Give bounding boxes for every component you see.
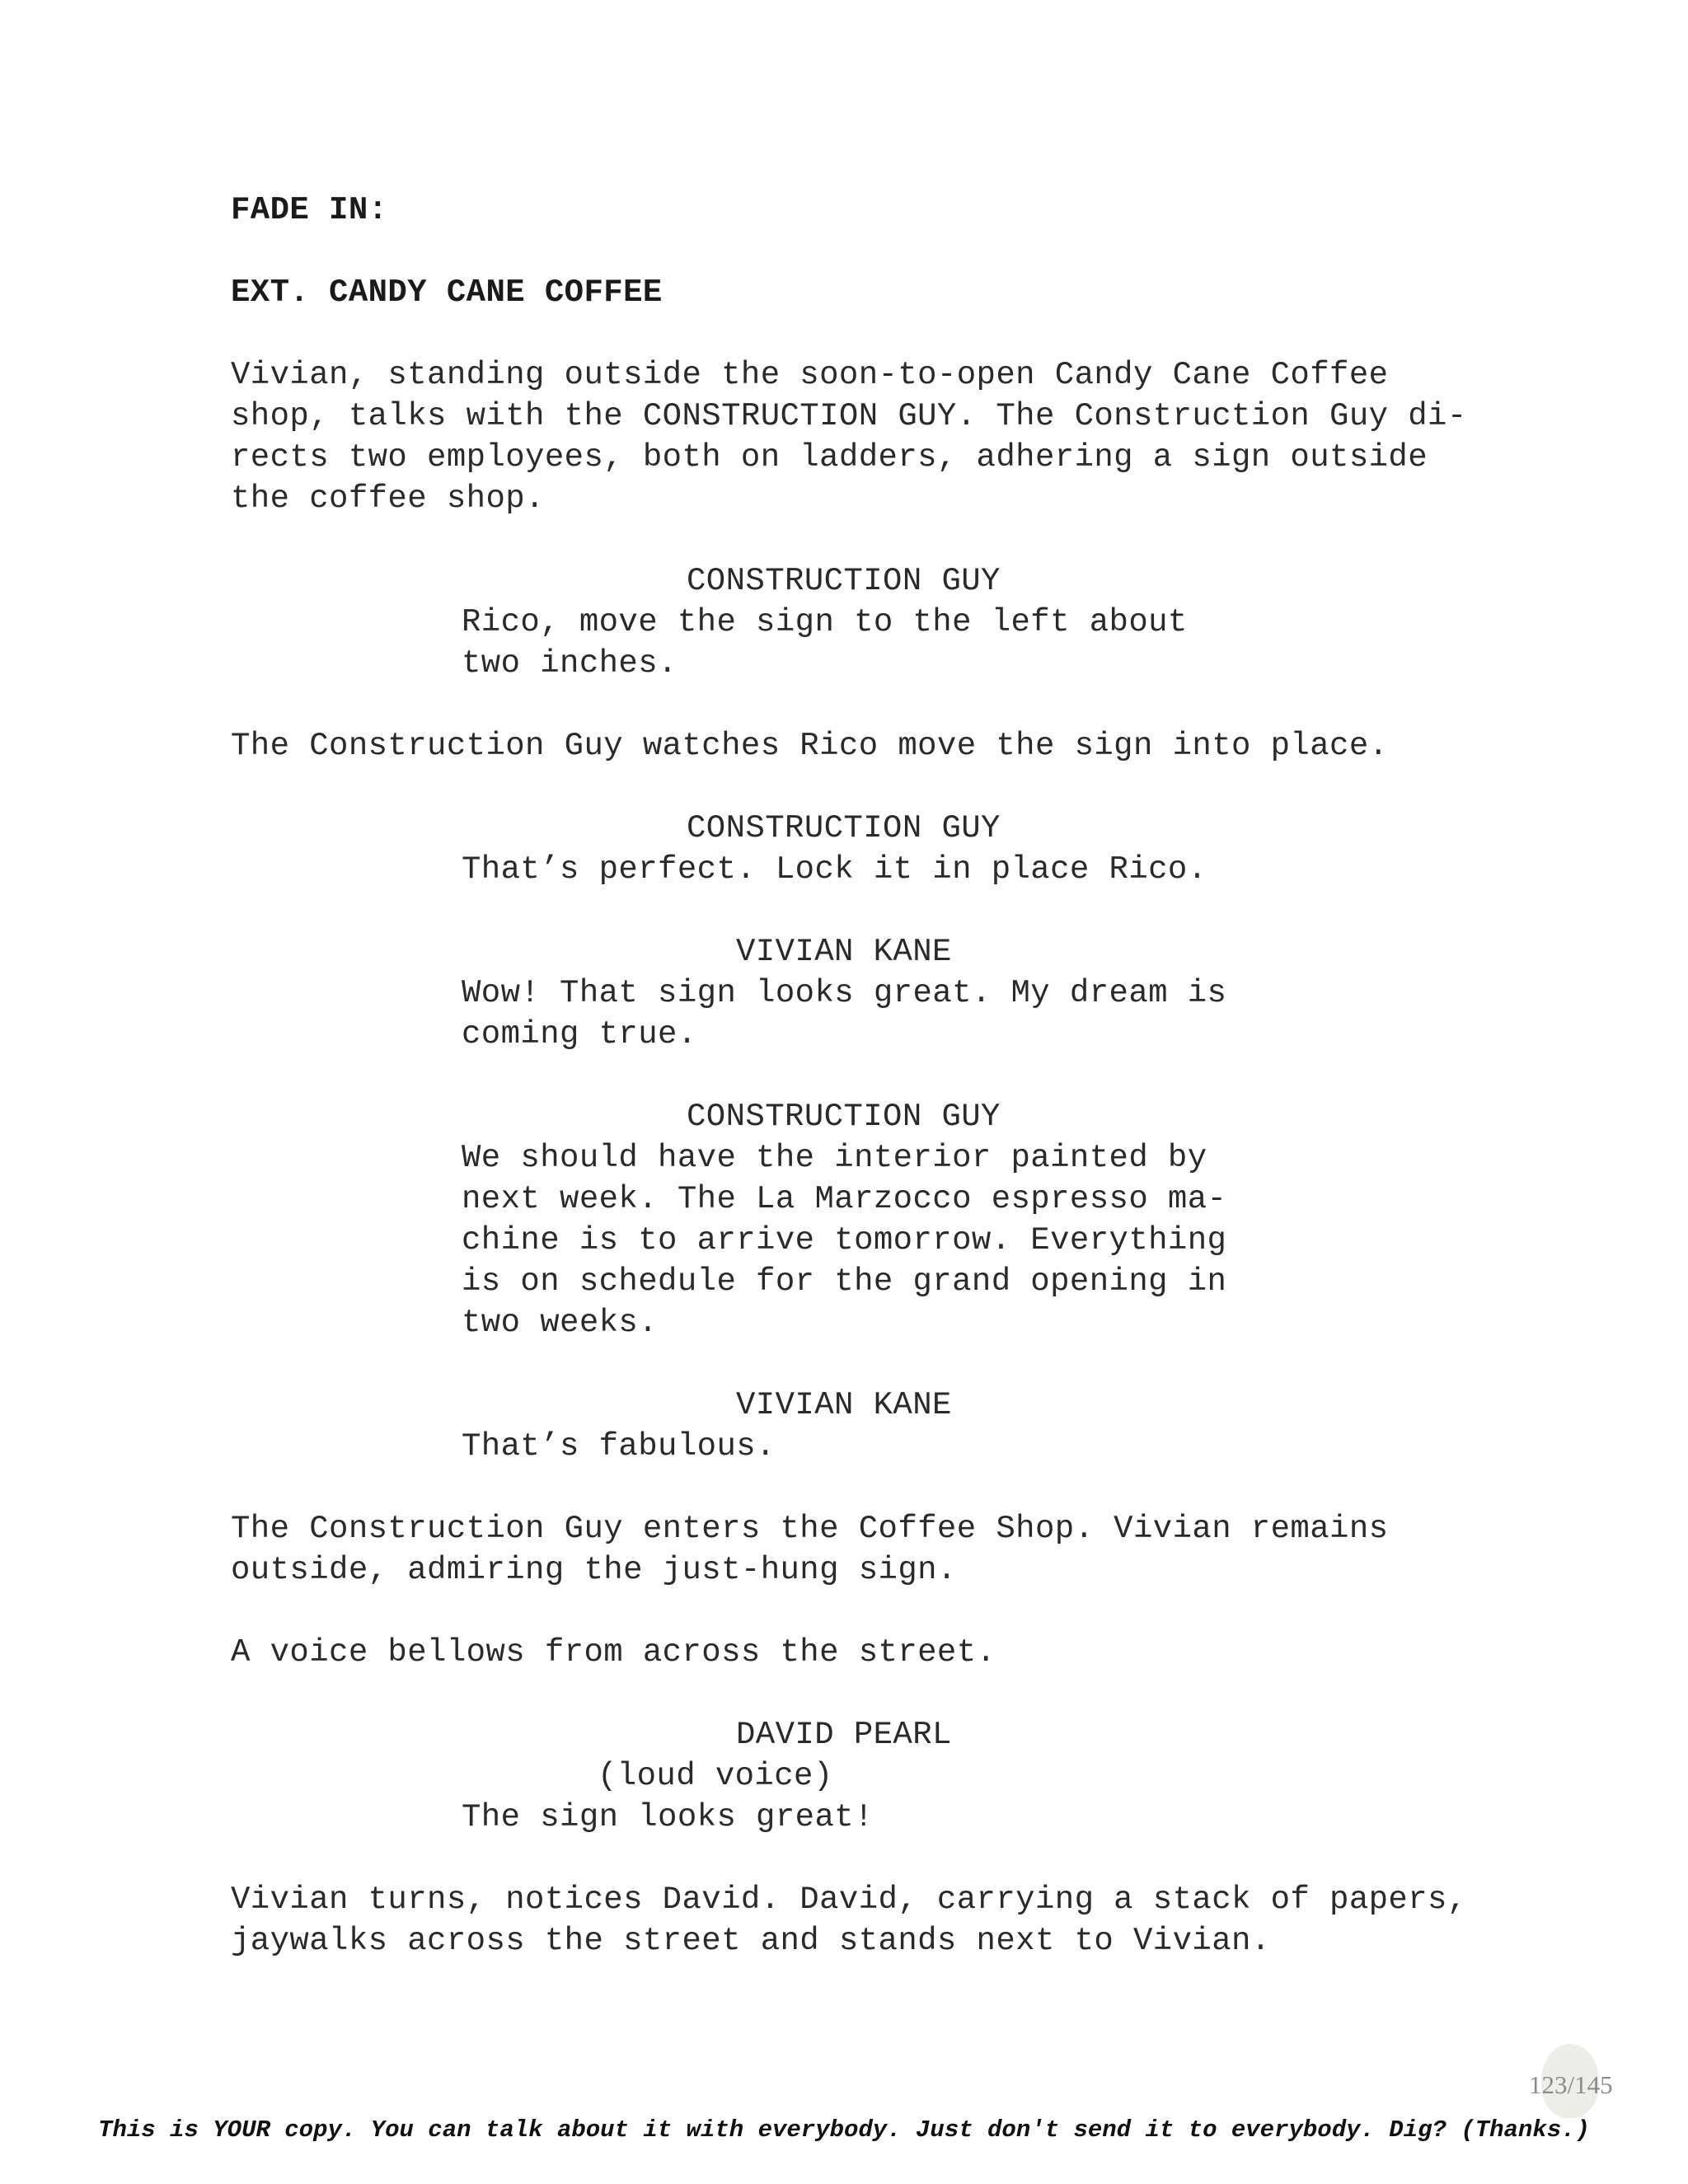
character-name: CONSTRUCTION GUY	[687, 1099, 1001, 1135]
action-line: Vivian turns, notices David. David, carrying a stack of papers,	[231, 1882, 1467, 1918]
dialogue-line: The sign looks great!	[462, 1799, 874, 1835]
dialogue-line: Rico, move the sign to the left about	[462, 604, 1188, 640]
action-line: outside, admiring the just-hung sign.	[231, 1552, 957, 1588]
action-line: The Construction Guy watches Rico move the sign into place.	[231, 728, 1389, 764]
action-line: rects two employees, both on ladders, adhering a sign outside	[231, 439, 1428, 476]
dialogue-line: Wow! That sign looks great. My dream is	[462, 975, 1227, 1011]
action-line: The Construction Guy enters the Coffee Shop. Vivian remains	[231, 1511, 1389, 1547]
dialogue-line: That’s fabulous.	[462, 1428, 776, 1465]
transition: FADE IN:	[231, 192, 388, 228]
action-line: jaywalks across the street and stands next to Vivian.	[231, 1923, 1271, 1959]
character-name: DAVID PEARL	[736, 1717, 952, 1753]
page-number: 123/145	[1529, 2070, 1613, 2099]
dialogue-line: chine is to arrive tomorrow. Everything	[462, 1222, 1227, 1258]
footer-notice: This is YOUR copy. You can talk about it with everybody. Just don't send it to everybody. Dig? (Thanks.)	[98, 2116, 1590, 2144]
action-line: shop, talks with the CONSTRUCTION GUY. The Construction Guy di-	[231, 398, 1467, 434]
dialogue-line: two inches.	[462, 645, 678, 682]
dialogue-line: We should have the interior painted by	[462, 1140, 1207, 1176]
action-line: A voice bellows from across the street.	[231, 1634, 996, 1671]
action-line: Vivian, standing outside the soon-to-open Candy Cane Coffee	[231, 357, 1389, 393]
dialogue-line: coming true.	[462, 1016, 697, 1052]
action-line: the coffee shop.	[231, 480, 545, 517]
dialogue-line: two weeks.	[462, 1305, 659, 1341]
dialogue-line: That’s perfect. Lock it in place Rico.	[462, 851, 1207, 888]
parenthetical: (loud voice)	[598, 1758, 833, 1794]
character-name: VIVIAN KANE	[736, 1387, 952, 1423]
scene-heading: EXT. CANDY CANE COFFEE	[231, 274, 663, 311]
dialogue-line: next week. The La Marzocco espresso ma-	[462, 1181, 1227, 1217]
character-name: CONSTRUCTION GUY	[687, 810, 1001, 846]
dialogue-line: is on schedule for the grand opening in	[462, 1263, 1227, 1300]
character-name: VIVIAN KANE	[736, 934, 952, 970]
character-name: CONSTRUCTION GUY	[687, 563, 1001, 599]
